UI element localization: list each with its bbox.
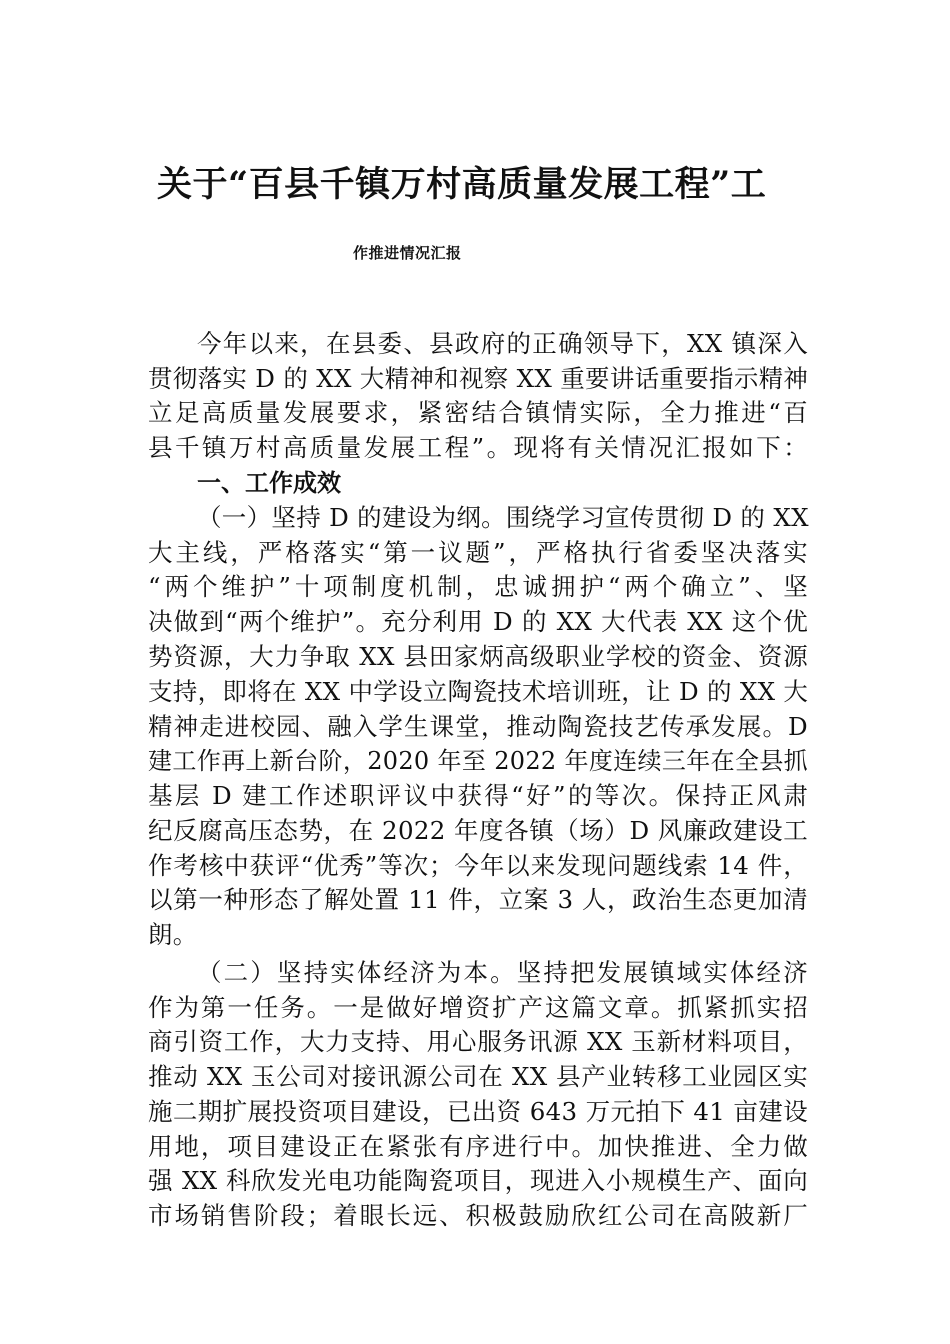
para2-line-1: （二）坚持实体经济为本。坚持把发展镇域实体经济 — [197, 958, 808, 987]
document-title-line-2: 作推进情况汇报 — [353, 244, 462, 262]
intro-line-1: 今年以来，在县委、县政府的正确领导下，XX 镇深入 — [197, 329, 808, 358]
intro-line-3: 立足高质量发展要求，紧密结合镇情实际，全力推进“百 — [148, 398, 808, 427]
para1-line-2: 大主线，严格落实“第一议题”，严格执行省委坚决落实 — [148, 538, 808, 567]
para2-line-6: 用地，项目建设正在紧张有序进行中。加快推进、全力做 — [148, 1132, 808, 1161]
para1-line-4: 决做到“两个维护”。充分利用 D 的 XX 大代表 XX 这个优 — [148, 607, 808, 636]
para1-line-7: 精神走进校园、融入学生课堂，推动陶瓷技艺传承发展。D — [148, 712, 808, 741]
para2-line-5: 施二期扩展投资项目建设，已出资 643 万元拍下 41 亩建设 — [148, 1097, 808, 1126]
para1-line-1: （一）坚持 D 的建设为纲。围绕学习宣传贯彻 D 的 XX — [197, 503, 809, 532]
para2-line-4: 推动 XX 玉公司对接讯源公司在 XX 县产业转移工业园区实 — [148, 1062, 808, 1091]
intro-line-2: 贯彻落实 D 的 XX 大精神和视察 XX 重要讲话重要指示精神 — [148, 364, 809, 393]
para1-line-9: 基层 D 建工作述职评议中获得“好”的等次。保持正风肃 — [148, 781, 808, 810]
section-heading: 一、工作成效 — [197, 469, 341, 497]
para1-line-10: 纪反腐高压态势，在 2022 年度各镇（场）D 风廉政建设工 — [148, 816, 808, 845]
para1-line-3: “两个维护”十项制度机制，忠诚拥护“两个确立”、坚 — [148, 572, 808, 601]
para1-line-12: 以第一种形态了解处置 11 件，立案 3 人，政治生态更加清 — [148, 885, 808, 914]
para1-line-11: 作考核中获评“优秀”等次；今年以来发现问题线索 14 件， — [148, 851, 808, 880]
para1-line-13: 朗。 — [148, 920, 198, 949]
para2-line-7: 强 XX 科欣发光电功能陶瓷项目，现进入小规模生产、面向 — [148, 1166, 808, 1195]
para1-line-8: 建工作再上新台阶，2020 年至 2022 年度连续三年在全县抓 — [148, 747, 808, 775]
para1-line-6: 支持，即将在 XX 中学设立陶瓷技术培训班，让 D 的 XX 大 — [148, 677, 809, 706]
para2-line-3: 商引资工作，大力支持、用心服务讯源 XX 玉新材料项目， — [148, 1027, 808, 1056]
intro-line-4: 县千镇万村高质量发展工程”。现将有关情况汇报如下： — [148, 433, 808, 462]
para2-line-8: 市场销售阶段；着眼长远、积极鼓励欣红公司在高陂新厂 — [148, 1201, 808, 1230]
para2-line-2: 作为第一任务。一是做好增资扩产这篇文章。抓紧抓实招 — [148, 993, 808, 1022]
para1-line-5: 势资源，大力争取 XX 县田家炳高级职业学校的资金、资源 — [148, 642, 808, 671]
document-title-line-1: 关于“百县千镇万村高质量发展工程”工 — [157, 164, 767, 205]
